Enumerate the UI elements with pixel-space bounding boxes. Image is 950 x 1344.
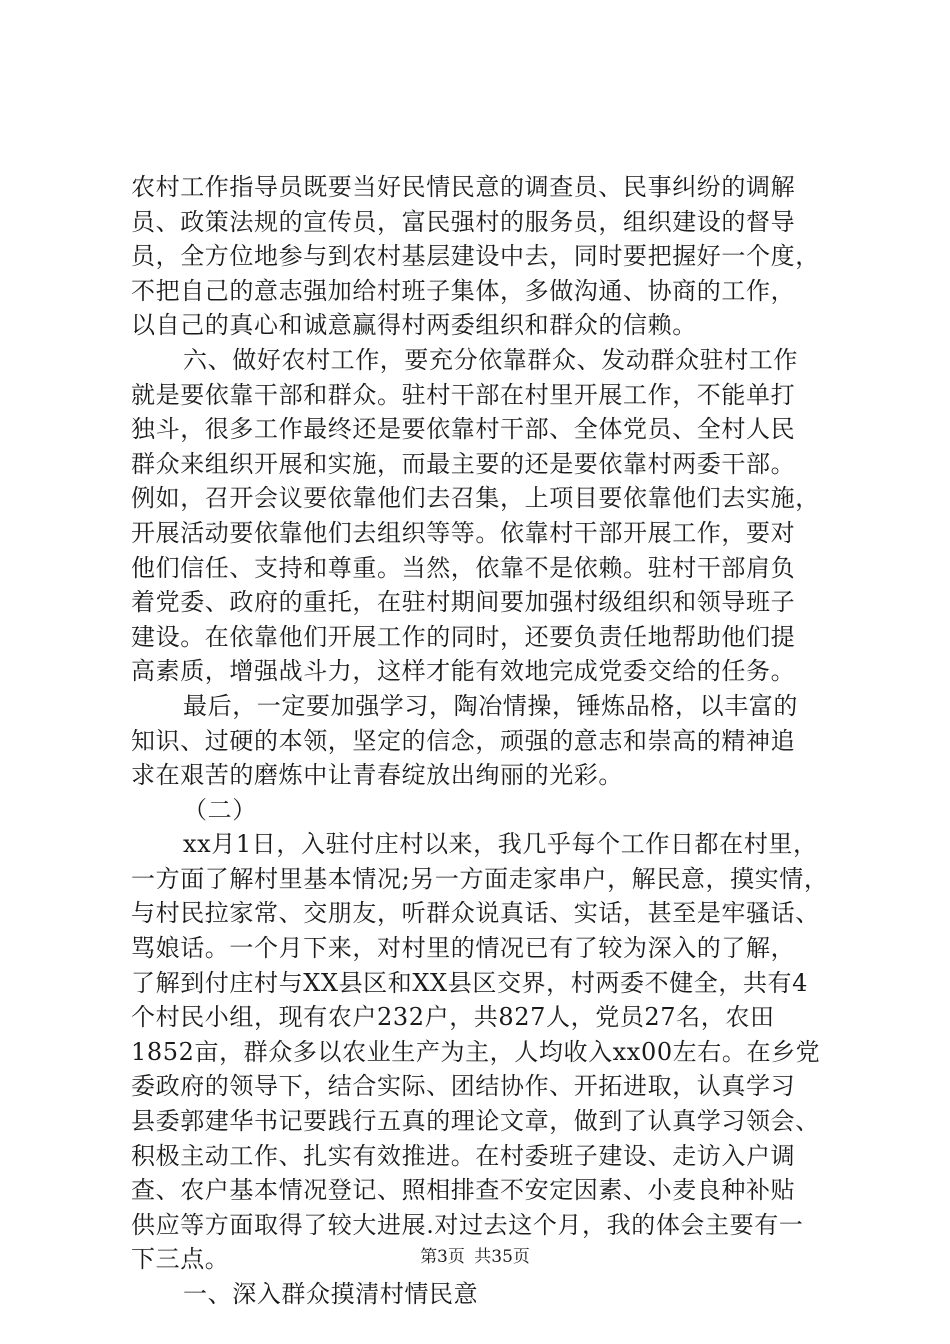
text-line: 知识、过硬的本领，坚定的信念，顽强的意志和崇高的精神追	[131, 726, 796, 755]
text-line: 一方面了解村里基本情况;另一方面走家串户，解民意，摸实情，	[131, 864, 829, 893]
text-line: 供应等方面取得了较大进展.对过去这个月，我的体会主要有一	[131, 1210, 804, 1239]
text-line: 委政府的领导下，结合实际、团结协作、开拓进取，认真学习	[131, 1072, 796, 1101]
text-line: 独斗，很多工作最终还是要依靠村干部、全体党员、全村人民	[131, 415, 796, 444]
text-line: 群众来组织开展和实施，而最主要的还是要依靠村两委干部。	[131, 449, 796, 478]
text-line: 着党委、政府的重托，在驻村期间要加强村级组织和领导班子	[131, 588, 796, 617]
text-line: 查、农户基本情况登记、照相排查不安定因素、小麦良种补贴	[131, 1176, 796, 1205]
text-line: 不把自己的意志强加给村班子集体，多做沟通、协商的工作，	[131, 276, 796, 305]
text-line: xx月1日，入驻付庄村以来，我几乎每个工作日都在村里，	[183, 830, 818, 859]
text-line: 一、深入群众摸清村情民意	[183, 1280, 479, 1308]
text-line: 下三点。	[131, 1245, 230, 1274]
text-line: 例如，召开会议要依靠他们去召集，上项目要依靠他们去实施，	[131, 484, 820, 513]
text-line: 员，全方位地参与到农村基层建设中去，同时要把握好一个度，	[131, 242, 820, 271]
page-footer	[0, 1242, 950, 1267]
text-line: 农村工作指导员既要当好民情民意的调查员、民事纠纷的调解	[131, 173, 796, 201]
total-pages: 共35页	[474, 1247, 530, 1267]
text-line: 他们信任、支持和尊重。当然，依靠不是依赖。驻村干部肩负	[131, 553, 796, 582]
text-line: 开展活动要依靠他们去组织等等。依靠村干部开展工作，要对	[131, 518, 796, 547]
text-line: 最后，一定要加强学习，陶冶情操，锤炼品格，以丰富的	[183, 691, 798, 720]
text-line: 与村民拉家常、交朋友，听群众说真话、实话，甚至是牢骚话、	[131, 899, 820, 928]
page-number: 第3页	[420, 1247, 465, 1267]
text-line: （二）	[183, 795, 257, 824]
text-line: 以自己的真心和诚意赢得村两委组织和群众的信赖。	[131, 311, 697, 340]
text-line: 个村民小组，现有农户232户，共827人，党员27名，农田	[131, 1003, 775, 1032]
text-line: 建设。在依靠他们开展工作的同时，还要负责任地帮助他们提	[131, 622, 796, 651]
text-line: 积极主动工作、扎实有效推进。在村委班子建设、走访入户调	[131, 1141, 796, 1170]
text-line: 县委郭建华书记要践行五真的理论文章，做到了认真学习领会、	[131, 1107, 820, 1136]
text-line: 求在艰苦的磨炼中让青春绽放出绚丽的光彩。	[131, 761, 623, 790]
text-line: 员、政策法规的宣传员，富民强村的服务员，组织建设的督导	[131, 207, 796, 236]
document-body	[131, 170, 831, 1312]
text-line: 1852亩，群众多以农业生产为主，人均收入xx00左右。在乡党	[131, 1037, 821, 1066]
text-line: 高素质，增强战斗力，这样才能有效地完成党委交给的任务。	[131, 657, 796, 686]
text-line: 六、做好农村工作，要充分依靠群众、发动群众驻村工作	[183, 345, 798, 374]
text-line: 就是要依靠干部和群众。驻村干部在村里开展工作，不能单打	[131, 380, 796, 409]
text-line: 了解到付庄村与XX县区和XX县区交界，村两委不健全，共有4	[131, 968, 809, 997]
text-line: 骂娘话。一个月下来，对村里的情况已有了较为深入的了解，	[131, 934, 796, 963]
